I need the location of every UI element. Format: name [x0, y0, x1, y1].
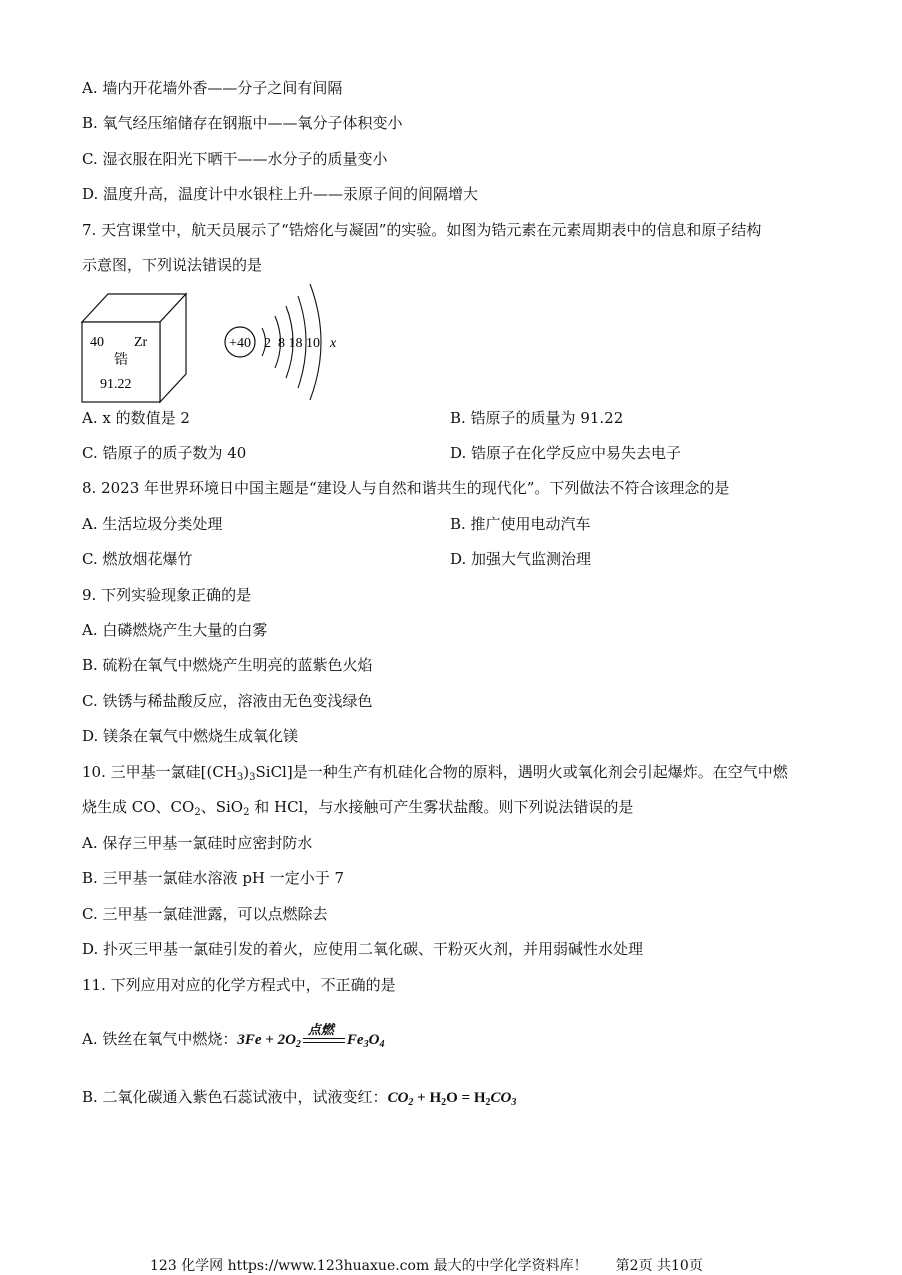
- element-atomic-number: 40: [90, 335, 104, 350]
- element-cell-figure: [80, 292, 190, 404]
- q10-text: 10. 三甲基一氯硅[(CH: [82, 763, 237, 781]
- q8-option-d: D. 加强大气监测治理: [450, 550, 592, 568]
- q7-stem-line2: 示意图，下列说法错误的是: [82, 256, 263, 274]
- q7-option-d: D. 锆原子在化学反应中易失去电子: [450, 444, 682, 462]
- q6-option-d: D. 温度升高，温度计中水银柱上升——汞原子间的间隔增大: [82, 185, 479, 203]
- q10-subscript: 2: [243, 807, 250, 818]
- q10-text: 烧生成 CO、CO: [82, 798, 195, 816]
- q8-option-a: A. 生活垃圾分类处理: [82, 515, 223, 533]
- q6-option-c: C. 湿衣服在阳光下晒干——水分子的质量变小: [82, 150, 388, 168]
- equation-a: $3Fe + 2O_2$ 点燃 $Fe_3O_4$: [237, 1021, 385, 1050]
- electron-shell-x: x: [330, 336, 337, 351]
- q8-option-b: B. 推广使用电动汽车: [450, 515, 591, 533]
- q6-option-b: B. 氧气经压缩储存在钢瓶中——氧分子体积变小: [82, 114, 403, 132]
- q9-option-d: D. 镁条在氧气中燃烧生成氧化镁: [82, 727, 299, 745]
- q11-stem: 11. 下列应用对应的化学方程式中，不正确的是: [82, 976, 396, 994]
- element-name: 锆: [114, 352, 128, 368]
- element-atomic-mass: 91.22: [100, 377, 132, 392]
- q11-option-b-label: B. 二氧化碳通入紫色石蕊试液中，试液变红：: [82, 1088, 388, 1106]
- q10-option-a: A. 保存三甲基一氯硅时应密封防水: [82, 834, 313, 852]
- q7-option-a: A. x 的数值是 2: [82, 409, 190, 427]
- q10-option-d: D. 扑灭三甲基一氯硅引发的着火，应使用二氧化碳、干粉灭火剂，并用弱碱性水处理: [82, 940, 644, 958]
- element-symbol: Zr: [134, 335, 148, 350]
- footer-site-text: 123 化学网 https://www.123huaxue.com 最大的中学化学资料库！: [150, 1258, 588, 1274]
- q7-stem-line1: 7. 天宫课堂中，航天员展示了“锆熔化与凝固”的实验。如图为锆元素在元素周期表中的信息和原子结构: [82, 221, 762, 239]
- q8-option-c: C. 燃放烟花爆竹: [82, 550, 193, 568]
- q9-option-a: A. 白磷燃烧产生大量的白雾: [82, 621, 268, 639]
- page-footer: [150, 1255, 703, 1275]
- q11-option-a: [82, 1021, 385, 1055]
- nucleus-charge: +40: [229, 336, 251, 351]
- q9-option-c: C. 铁锈与稀盐酸反应，溶液由无色变浅绿色: [82, 692, 373, 710]
- footer-page-number: 第2页 共10页: [615, 1258, 703, 1274]
- electron-shells: 2 8 18 10: [264, 336, 320, 351]
- q10-stem-line2: [82, 797, 633, 823]
- q7-option-b: B. 锆原子的质量为 91.22: [450, 409, 624, 427]
- q11-option-a-label: A. 铁丝在氧气中燃烧：: [82, 1030, 238, 1048]
- q10-text: SiCl]是一种生产有机硅化合物的原料，遇明火或氧化剂会引起爆炸。在空气中燃: [255, 763, 788, 781]
- q10-stem-line1: [82, 762, 788, 788]
- q10-option-c: C. 三甲基一氯硅泄露，可以点燃除去: [82, 905, 328, 923]
- q10-subscript: 3: [236, 772, 244, 783]
- q10-subscript: 3: [249, 772, 256, 783]
- q10-text: ): [243, 763, 250, 781]
- q10-text: 和 HCl，与水接触可产生雾状盐酸。则下列说法错误的是: [249, 798, 634, 816]
- q7-option-c: C. 锆原子的质子数为 40: [82, 444, 247, 462]
- q10-option-b: B. 三甲基一氯硅水溶液 pH 一定小于 7: [82, 869, 345, 887]
- atomic-structure-figure: [222, 280, 352, 405]
- q9-stem: 9. 下列实验现象正确的是: [82, 586, 252, 604]
- q11-option-b: B. 二氧化碳通入紫色石蕊试液中，试液变红：$CO_2 + H_2O = H_2CO_3$: [82, 1088, 517, 1108]
- q9-option-b: B. 硫粉在氧气中燃烧产生明亮的蓝紫色火焰: [82, 656, 373, 674]
- reaction-condition: 点燃: [307, 1021, 334, 1037]
- q10-subscript: 2: [194, 807, 201, 818]
- q10-text: 、SiO: [200, 798, 244, 816]
- equation-b: $CO_2$: [387, 1090, 414, 1108]
- q8-stem: 8. 2023 年世界环境日中国主题是“建设人与自然和谐共生的现代化”。下列做法不符合该理念的是: [82, 479, 730, 497]
- q6-option-a: A. 墙内开花墙外香——分子之间有间隔: [82, 79, 343, 97]
